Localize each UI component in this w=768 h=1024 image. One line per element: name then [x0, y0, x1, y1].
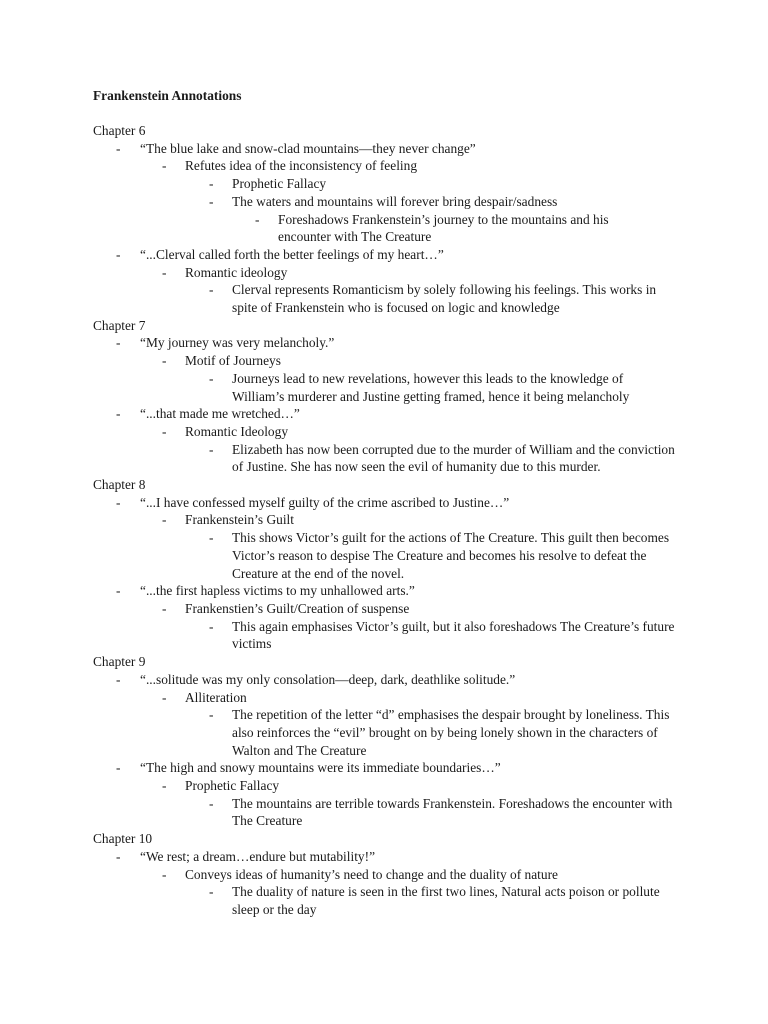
- dash-bullet: -: [162, 778, 167, 794]
- list-item-text: Frankenstein’s Guilt: [185, 512, 294, 528]
- list-item-text: The duality of nature is seen in the first two lines, Natural acts poison or pollute sleep or the day: [232, 884, 660, 917]
- list-item-text: Motif of Journeys: [185, 353, 281, 369]
- dash-bullet: -: [209, 441, 214, 457]
- dash-bullet: -: [116, 335, 121, 351]
- dash-bullet: -: [255, 211, 260, 227]
- dash-bullet: -: [209, 618, 214, 634]
- list-item: [93, 706, 676, 759]
- list-item: [93, 334, 693, 352]
- chapter-heading: Chapter 9: [93, 654, 146, 670]
- list-item-text: “...the first hapless victims to my unhallowed arts.”: [140, 583, 415, 599]
- list-item: [93, 246, 693, 264]
- list-item-text: Clerval represents Romanticism by solely following his feelings. This works in spite of Frankenstein who is focused on logic and knowledge: [232, 282, 657, 316]
- list-item-text: Journeys lead to new revelations, however this leads to the knowledge of William’s murderer and Justine getting framed, hence it being melancholy: [232, 370, 630, 404]
- list-item: [93, 618, 676, 653]
- document-title: Frankenstein Annotations: [93, 88, 242, 103]
- list-item: [93, 671, 693, 689]
- dash-bullet: -: [162, 264, 167, 280]
- list-item: [93, 494, 693, 512]
- dash-bullet: -: [116, 140, 121, 156]
- list-item: [93, 352, 693, 370]
- list-item: [93, 281, 676, 316]
- list-item-text: Conveys ideas of humanity’s need to change and the duality of nature: [185, 866, 558, 882]
- list-item-text: Elizabeth has now been corrupted due to the murder of William and the conviction of Justine. She has now seen the evil of humanity due to this murder.: [232, 441, 675, 475]
- dash-bullet: -: [116, 583, 121, 599]
- list-item: [93, 441, 676, 476]
- list-item: [93, 175, 676, 193]
- list-item-text: “My journey was very melancholy.”: [140, 335, 335, 351]
- list-item: [93, 264, 693, 282]
- dash-bullet: -: [162, 353, 167, 369]
- list-item: [93, 511, 693, 529]
- dash-bullet: -: [116, 848, 121, 864]
- list-item: [93, 211, 632, 246]
- dash-bullet: -: [116, 671, 121, 687]
- list-item-text: Romantic Ideology: [185, 423, 289, 439]
- list-item: [93, 795, 676, 830]
- list-item-text: “We rest; a dream…endure but mutability!”: [140, 848, 376, 864]
- list-item: [93, 157, 693, 175]
- dash-bullet: -: [209, 370, 214, 386]
- dash-bullet: -: [162, 158, 167, 174]
- list-item-text: The mountains are terrible towards Frankenstein. Foreshadows the encounter with The Creature: [232, 795, 673, 829]
- chapter-heading: Chapter 8: [93, 477, 146, 493]
- list-item: [93, 529, 676, 582]
- dash-bullet: -: [116, 494, 121, 510]
- list-item-text: This again emphasises Victor’s guilt, but it also foreshadows The Creature’s future victims: [232, 618, 675, 652]
- dash-bullet: -: [209, 282, 214, 298]
- list-item-text: Prophetic Fallacy: [185, 778, 280, 794]
- list-item-text: Alliteration: [185, 689, 247, 705]
- list-item-text: The repetition of the letter “d” emphasises the despair brought by loneliness. This also reinforces the “evil” brought on by being lonely shown in the characters of Walton and The Creature: [232, 707, 670, 758]
- dash-bullet: -: [209, 193, 214, 209]
- dash-bullet: -: [209, 707, 214, 723]
- annotations-list: [93, 122, 693, 919]
- list-item: [93, 370, 676, 405]
- list-item: [93, 582, 693, 600]
- dash-bullet: -: [162, 423, 167, 439]
- dash-bullet: -: [116, 406, 121, 422]
- list-item: [93, 866, 693, 884]
- dash-bullet: -: [162, 866, 167, 882]
- chapter-heading: Chapter 7: [93, 317, 146, 333]
- list-item-text: “The high and snowy mountains were its immediate boundaries…”: [140, 760, 501, 776]
- dash-bullet: -: [162, 600, 167, 616]
- dash-bullet: -: [162, 512, 167, 528]
- list-item-text: “...solitude was my only consolation—deep, dark, deathlike solitude.”: [140, 671, 516, 687]
- list-item-text: Frankenstien’s Guilt/Creation of suspense: [185, 600, 410, 616]
- list-item: [93, 883, 676, 918]
- dash-bullet: -: [209, 530, 214, 546]
- list-item-text: Refutes idea of the inconsistency of feeling: [185, 158, 418, 174]
- list-item-text: “The blue lake and snow-clad mountains—they never change”: [140, 140, 476, 156]
- list-item: [93, 140, 693, 158]
- chapter-heading: Chapter 10: [93, 831, 153, 847]
- list-item: [93, 423, 693, 441]
- list-item-text: Foreshadows Frankenstein’s journey to the mountains and his encounter with The Creature: [278, 211, 609, 245]
- list-item: [93, 405, 693, 423]
- dash-bullet: -: [116, 246, 121, 262]
- list-item: [93, 689, 693, 707]
- list-item: [93, 759, 693, 777]
- list-item: [93, 777, 693, 795]
- list-item-text: “...Clerval called forth the better feelings of my heart…”: [140, 246, 444, 262]
- dash-bullet: -: [209, 176, 214, 192]
- dash-bullet: -: [209, 795, 214, 811]
- list-item: [93, 848, 693, 866]
- list-item: [93, 193, 676, 211]
- list-item-text: Romantic ideology: [185, 264, 288, 280]
- dash-bullet: -: [116, 760, 121, 776]
- list-item-text: This shows Victor’s guilt for the actions of The Creature. This guilt then becomes Victor’s reason to despise The Creature and becomes his resolve to defeat the Creature at the end of the novel.: [232, 530, 670, 581]
- list-item-text: Prophetic Fallacy: [232, 176, 327, 192]
- list-item: [93, 600, 693, 618]
- list-item-text: “...that made me wretched…”: [140, 406, 300, 422]
- chapter-heading: Chapter 6: [93, 123, 146, 138]
- list-item-text: “...I have confessed myself guilty of the crime ascribed to Justine…”: [140, 494, 510, 510]
- dash-bullet: -: [162, 689, 167, 705]
- list-item-text: The waters and mountains will forever bring despair/sadness: [232, 193, 558, 209]
- dash-bullet: -: [209, 884, 214, 900]
